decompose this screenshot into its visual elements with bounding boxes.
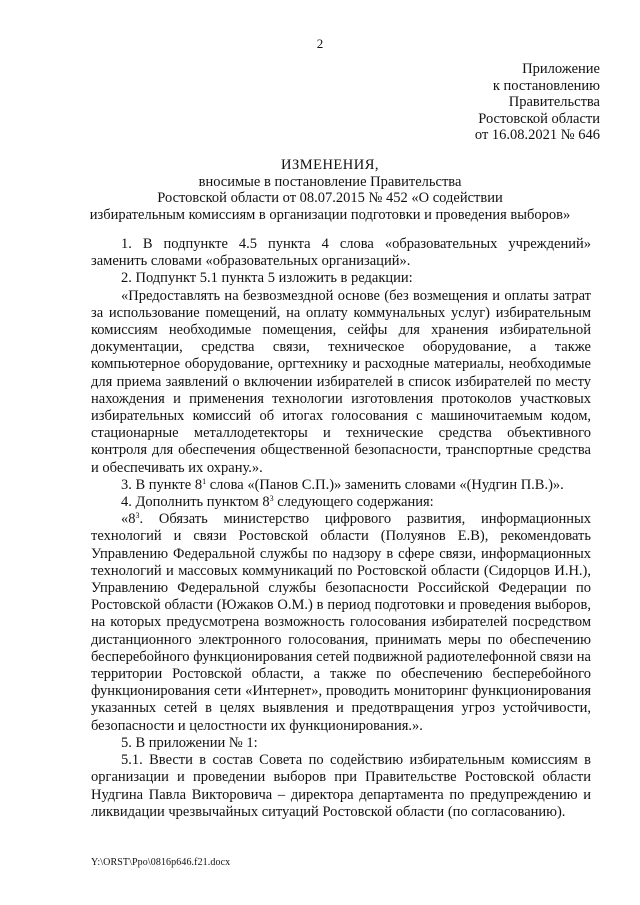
paragraph-text: слова «(Панов С.П.)» заменить словами «(Нудгин П.В.)». bbox=[206, 476, 564, 493]
appendix-line: Приложение bbox=[522, 61, 600, 77]
paragraph-item-1: 1. В подпункте 4.5 пункта 4 слова «образовательных учреждений» заменить словами «образовательных организаций». bbox=[91, 236, 591, 270]
paragraph-quote-5-1: «Предоставлять на безвозмездной основе (без возмещения и оплаты затрат за использование помещений, на оплату коммунальных услуг) избирательным комиссиям необходимые помещения, сейфы для хранения избирательной документации, средства связи, техническое оборудование, а также компьютерное оборудование, оргтехнику и расходные материалы, необходимые для приема заявлений о включении избирателей в список избирателей по месту нахождения и применения технологии изготовления протоколов участковых избирательных комиссий об итогах голосования с машиночитаемым кодом, стационарные металлодетекторы и технические средства объективного контроля для обеспечения общественной безопасности, транспортные средства и обеспечивать их охрану.». bbox=[91, 287, 591, 476]
page-number: 2 bbox=[316, 36, 324, 51]
appendix-line: к постановлению bbox=[492, 77, 600, 94]
file-path-footer: Y:\ORST\Ppo\0816p646.f21.docx bbox=[91, 857, 231, 868]
heading-line: избирательным комиссиям в организации подготовки и проведения выборов» bbox=[89, 206, 571, 223]
paragraph-quote-8-3 bbox=[91, 511, 591, 735]
paragraph-item-4 bbox=[91, 494, 591, 511]
paragraph-text: следующего содержания: bbox=[273, 494, 434, 511]
paragraph-item-5-1: 5.1. Ввести в состав Совета по содействию избирательным комиссиям в организации и проведении выборов при Правительстве Ростовской области Нудгина Павла Викторовича – директора департамента по предупреждению и ликвидации чрезвычайных ситуаций Ростовской области (по согласованию). bbox=[91, 752, 591, 820]
superscript-index: 3 bbox=[135, 511, 140, 521]
paragraph-text: 4. Дополнить пунктом 8 bbox=[121, 494, 270, 511]
paragraph-item-5: 5. В приложении № 1: bbox=[121, 734, 258, 751]
document-body bbox=[91, 236, 591, 821]
heading-title: ИЗМЕНЕНИЯ, bbox=[280, 157, 380, 173]
paragraph-text: 3. В пункте 8 bbox=[121, 476, 203, 493]
paragraph-item-3 bbox=[91, 477, 591, 494]
document-heading bbox=[80, 157, 580, 223]
appendix-line: Правительства bbox=[508, 94, 600, 111]
superscript-index: 1 bbox=[202, 476, 207, 486]
heading-line: вносимые в постановление Правительства bbox=[198, 173, 462, 190]
heading-line: Ростовской области от 08.07.2015 № 452 «О содействии bbox=[157, 190, 503, 207]
superscript-index: 3 bbox=[269, 494, 274, 504]
paragraph-item-2: 2. Подпункт 5.1 пункта 5 изложить в редакции: bbox=[121, 270, 413, 287]
appendix-line: Ростовской области bbox=[478, 110, 600, 127]
paragraph-text: «8 bbox=[121, 511, 136, 528]
appendix-block bbox=[430, 61, 600, 144]
appendix-line: от 16.08.2021 № 646 bbox=[474, 127, 600, 144]
paragraph-text: . Обязать министерство цифрового развития, информационных технологий и связи Ростовской области (Полуянов Е.В), рекомендовать Управлению Федеральной службы по надзору в сфере связи, информационных технологий и массовых коммуникаций по Ростовской области (Сидорцов И.Н.), Управлению Федеральной службы безопасности Российской Федерации по Ростовской области (Южаков О.М.) в период подготовки и проведения выборов, на которых предусмотрена возможность голосования избирателей посредством дистанционного электронного голосования, принимать меры по обеспечению бесперебойного функционирования сетей подвижной радиотелефонной связи на территории Ростовской области, а также по обеспечению бесперебойного функционирования сети «Интернет», проводить мониторинг функционирования указанных сетей в целях выявления и предотвращения угроз устойчивости, безопасности и целостности их функционирования.». bbox=[91, 511, 591, 734]
